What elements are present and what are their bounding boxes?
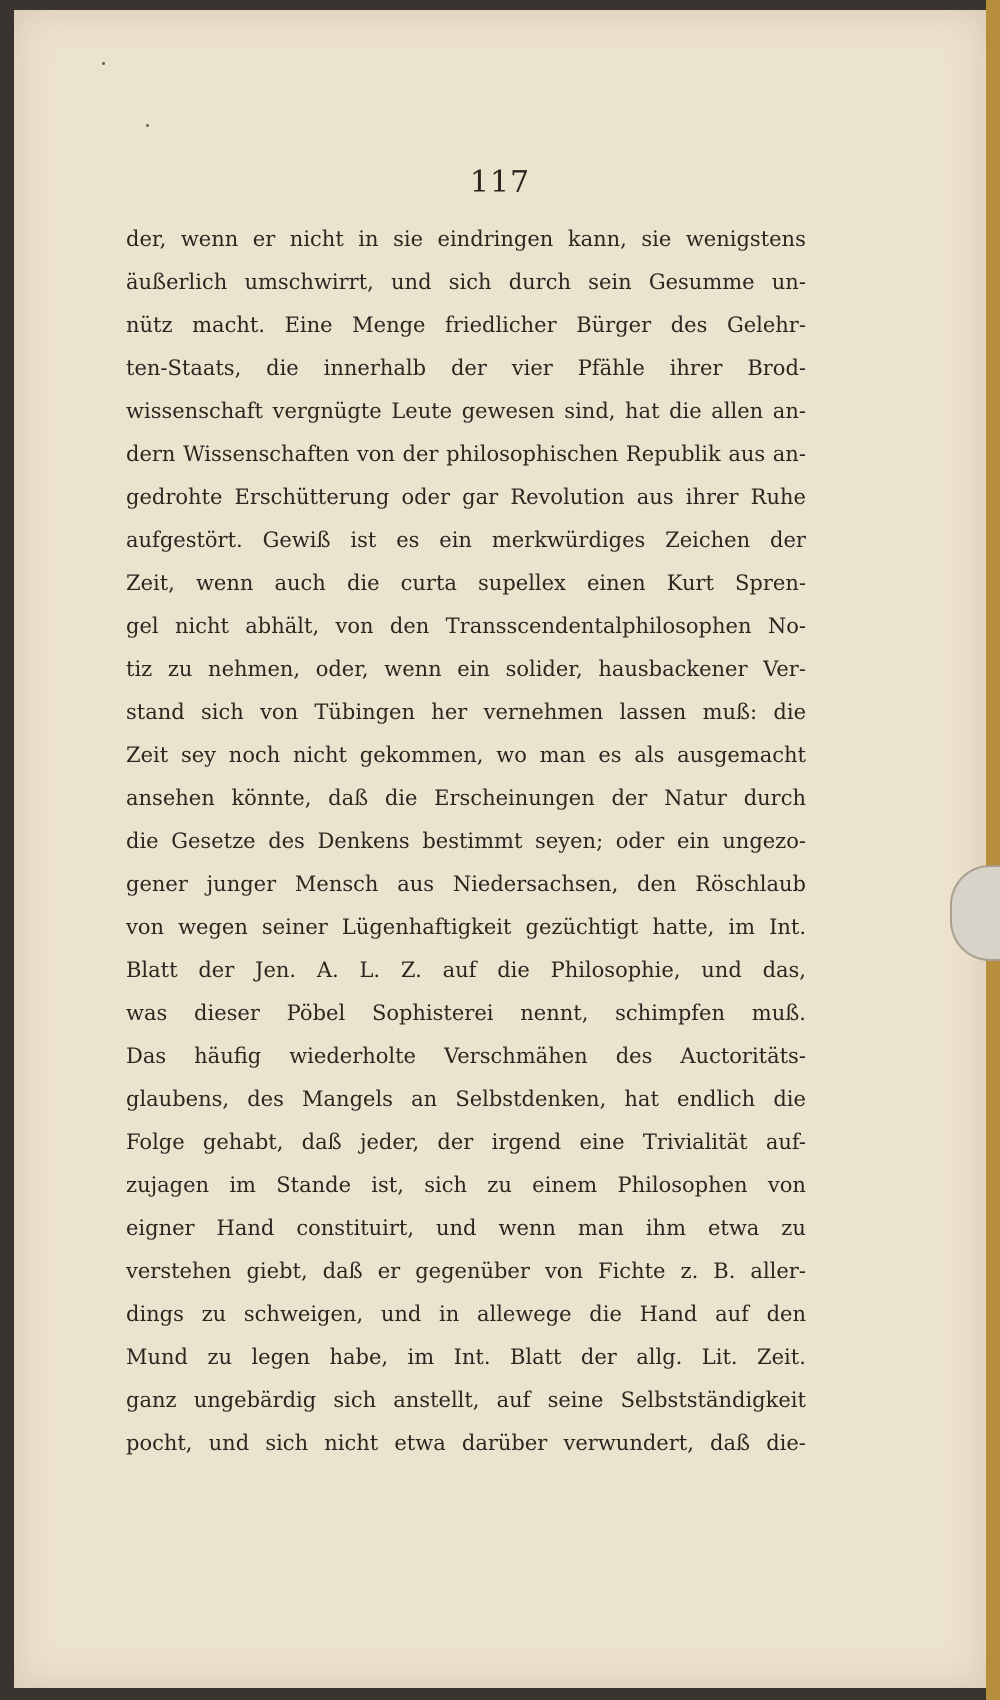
word: curta [400, 571, 457, 595]
word: Transscendentalphilosophen [445, 614, 752, 638]
word: Hand [216, 1216, 275, 1240]
word: verstehen [126, 1259, 232, 1283]
word: im [728, 915, 756, 939]
word: wenn [384, 657, 442, 681]
word: Sophisterei [371, 1001, 494, 1025]
text-line [126, 1035, 806, 1078]
word: gel [126, 614, 159, 638]
word: sich [333, 1388, 377, 1412]
word: sich [448, 270, 492, 294]
word: dings [126, 1302, 184, 1326]
word: er [377, 1259, 401, 1283]
text-line [126, 992, 806, 1035]
word: Erschütterung [234, 485, 390, 509]
word: Auctoritäts- [680, 1044, 806, 1068]
word: ungezo- [722, 829, 806, 853]
word: nicht [174, 614, 229, 638]
word: dern [126, 442, 176, 466]
word: aufgestört. [126, 528, 243, 552]
word: Pöbel [286, 1001, 346, 1025]
word: Blatt [126, 958, 178, 982]
word: pocht, [126, 1431, 193, 1455]
word: oder [401, 485, 451, 509]
word: muß. [751, 1001, 806, 1025]
word: verwundert, [563, 1431, 694, 1455]
word: den [766, 1302, 806, 1326]
word: Blatt [509, 1345, 562, 1369]
word: die [384, 786, 418, 810]
word: un- [771, 270, 806, 294]
word: daß [328, 786, 369, 810]
body-text [126, 218, 806, 1455]
text-line [126, 1207, 806, 1250]
word: zu [167, 657, 193, 681]
text-line [126, 433, 806, 476]
word: Gelehr- [726, 313, 806, 337]
word: Stande [276, 1173, 351, 1197]
page-number: 117 [469, 165, 531, 200]
word: Int. [453, 1345, 491, 1369]
word: giebt, [246, 1259, 308, 1283]
text-line [126, 1078, 806, 1121]
word: wiederholte [289, 1044, 416, 1068]
word: etwa [394, 1431, 446, 1455]
word: die [773, 1087, 806, 1111]
word: gegenüber [415, 1259, 530, 1283]
text-line [126, 648, 806, 691]
word: legen [251, 1345, 311, 1369]
word: innerhalb [323, 356, 427, 380]
word: Selbstdenken, [455, 1087, 607, 1111]
word: Zeit. [757, 1345, 806, 1369]
word: gehabt, [202, 1130, 284, 1154]
word: bestimmt [422, 829, 523, 853]
word: das, [762, 958, 806, 982]
word: wissenschaft [126, 399, 263, 423]
word: ein [457, 657, 490, 681]
word: sie [641, 227, 672, 251]
word: Ruhe [750, 485, 806, 509]
text-line [126, 820, 806, 863]
word: Niedersachsen, [452, 872, 619, 896]
word: Eine [284, 313, 333, 337]
word: Int. [769, 915, 806, 939]
word: ausgemacht [677, 743, 806, 767]
word: seiner [261, 915, 328, 939]
text-line [126, 1250, 806, 1293]
word: von [126, 915, 165, 939]
word: die [669, 399, 702, 423]
word: sich [424, 1173, 467, 1197]
word: Mangels [302, 1087, 393, 1111]
word: zujagen [126, 1173, 210, 1197]
word: eine [579, 1130, 625, 1154]
word: als [634, 743, 665, 767]
word: hausbackener [598, 657, 748, 681]
text-line [126, 519, 806, 562]
word: Folge [126, 1130, 185, 1154]
word: des [670, 313, 708, 337]
word: macht. [192, 313, 265, 337]
gilt-page-edge [986, 0, 1000, 1700]
word: irgend [491, 1130, 562, 1154]
word: der [198, 958, 235, 982]
word: nicht [324, 1431, 379, 1455]
word: Menge [352, 313, 426, 337]
word: wo [496, 743, 527, 767]
word: Gesumme [648, 270, 755, 294]
word: z. [680, 1259, 699, 1283]
word: ungebärdig [193, 1388, 317, 1412]
word: nennt, [520, 1001, 589, 1025]
word: ihrer [685, 485, 739, 509]
word: philosophischen [446, 442, 619, 466]
word: Hand [639, 1302, 698, 1326]
text-line [126, 1121, 806, 1164]
word: auf- [765, 1130, 806, 1154]
word: die- [766, 1431, 806, 1455]
word: wegen [178, 915, 248, 939]
word: wenn [195, 571, 254, 595]
word: aus [728, 442, 766, 466]
word: ansehen [126, 786, 215, 810]
word: friedlicher [445, 313, 557, 337]
word: jeder, [359, 1130, 420, 1154]
word: dieser [194, 1001, 260, 1025]
word: umschwirrt, [244, 270, 374, 294]
word: Denkens [317, 829, 410, 853]
word: nehmen, [208, 657, 301, 681]
text-line [126, 218, 806, 261]
word: Mund [126, 1345, 188, 1369]
word: Das [126, 1044, 167, 1068]
word: die [773, 700, 806, 724]
text-line [126, 863, 806, 906]
word: an- [772, 399, 806, 423]
word: der, [126, 227, 167, 251]
word: in [439, 1302, 460, 1326]
word: zu [201, 1302, 227, 1326]
word: an [411, 1087, 438, 1111]
word: allg. [636, 1345, 683, 1369]
word: Zeit [126, 743, 169, 767]
word: schweigen, [243, 1302, 364, 1326]
word: die [126, 829, 159, 853]
word: her [431, 700, 468, 724]
word: von [544, 1259, 583, 1283]
word: stand [126, 700, 185, 724]
word: ein [439, 528, 472, 552]
word: ten-Staats, [126, 356, 242, 380]
word: auf [715, 1302, 749, 1326]
word: oder, [315, 657, 369, 681]
word: etwa [707, 1216, 760, 1240]
word: im [229, 1173, 256, 1197]
word: und [208, 1431, 250, 1455]
word: Natur [664, 786, 727, 810]
word: der [580, 1345, 617, 1369]
word: die [266, 356, 299, 380]
word: hat [624, 1087, 659, 1111]
word: seyen; [535, 829, 604, 853]
word: darüber [461, 1431, 548, 1455]
word: Zeichen [665, 528, 751, 552]
word: constituirt, [296, 1216, 415, 1240]
word: auf [442, 958, 477, 982]
word: allewege [476, 1302, 572, 1326]
word: gar [462, 485, 499, 509]
word: hat [625, 399, 660, 423]
word: von [260, 700, 299, 724]
word: äußerlich [126, 270, 228, 294]
word: ein [676, 829, 710, 853]
word: Fichte [598, 1259, 666, 1283]
word: und [436, 1216, 477, 1240]
word: nicht [289, 227, 344, 251]
word: von [356, 442, 395, 466]
word: ihrer [669, 356, 723, 380]
word: glaubens, [126, 1087, 230, 1111]
word: es [598, 743, 622, 767]
word: häufig [194, 1044, 262, 1068]
text-line [126, 1293, 806, 1336]
text-line [126, 1379, 806, 1422]
word: den [389, 614, 430, 638]
word: ist [350, 528, 377, 552]
word: er [252, 227, 276, 251]
word: sich [265, 1431, 309, 1455]
word: Bürger [576, 313, 652, 337]
word: L. [359, 958, 381, 982]
word: an- [772, 442, 806, 466]
word: vernehmen [483, 700, 604, 724]
word: Gewiß [262, 528, 331, 552]
word: des [615, 1044, 653, 1068]
word: die [346, 571, 380, 595]
word: Selbstständigkeit [620, 1388, 806, 1412]
word: sein [588, 270, 632, 294]
word: vier [511, 356, 553, 380]
word: Zeit, [126, 571, 175, 595]
word: einen [587, 571, 646, 595]
word: Kurt [666, 571, 714, 595]
word: noch [228, 743, 281, 767]
word: der [770, 528, 806, 552]
word: seine [547, 1388, 604, 1412]
word: aus [397, 872, 435, 896]
word: hatte, [652, 915, 715, 939]
word: die [589, 1302, 622, 1326]
word: zu [487, 1173, 512, 1197]
word: Wissenschaften [183, 442, 350, 466]
word: sind, [564, 399, 616, 423]
word: Gesetze [171, 829, 256, 853]
word: supellex [478, 571, 566, 595]
word: schimpfen [615, 1001, 726, 1025]
word: A. [316, 958, 339, 982]
paper-speck [102, 62, 105, 65]
word: der [611, 786, 648, 810]
word: kann, [567, 227, 627, 251]
word: Röschlaub [695, 872, 806, 896]
word: durch [508, 270, 571, 294]
word: nütz [126, 313, 173, 337]
word: des [247, 1087, 284, 1111]
word: und [701, 958, 742, 982]
word: endlich [677, 1087, 756, 1111]
word: ist, [371, 1173, 404, 1197]
word: Leute [391, 399, 453, 423]
text-line [126, 476, 806, 519]
book-page [14, 10, 986, 1688]
word: sey [180, 743, 217, 767]
text-line [126, 906, 806, 949]
word: zu [207, 1345, 233, 1369]
word: Ver- [763, 657, 806, 681]
word: daß [322, 1259, 363, 1283]
word: lassen [619, 700, 687, 724]
text-line [126, 1336, 806, 1379]
text-line [126, 390, 806, 433]
word: daß [301, 1130, 342, 1154]
word: den [637, 872, 677, 896]
word: eigner [126, 1216, 195, 1240]
word: gedrohte [126, 485, 223, 509]
text-line [126, 562, 806, 605]
text-line [126, 261, 806, 304]
word: Jen. [255, 958, 297, 982]
word: Verschmähen [444, 1044, 588, 1068]
word: solider, [505, 657, 583, 681]
word: des [268, 829, 305, 853]
word: in [358, 227, 379, 251]
word: oder [615, 829, 665, 853]
text-line [126, 949, 806, 992]
word: der [437, 1130, 474, 1154]
word: der [450, 356, 487, 380]
word: junger [206, 872, 277, 896]
word: anstellt, [393, 1388, 480, 1412]
word: die [497, 958, 530, 982]
word: muß: [702, 700, 758, 724]
word: wenigstens [685, 227, 806, 251]
word: es [396, 528, 420, 552]
word: der [402, 442, 439, 466]
word: gekommen, [359, 743, 484, 767]
word: No- [767, 614, 806, 638]
word: Pfähle [577, 356, 645, 380]
text-line [126, 777, 806, 820]
word: Erscheinungen [434, 786, 595, 810]
word: ganz [126, 1388, 177, 1412]
text-line [126, 1422, 806, 1465]
word: Lit. [701, 1345, 738, 1369]
word: habe, [329, 1345, 389, 1369]
word: abhält, [245, 614, 320, 638]
word: im [407, 1345, 435, 1369]
word: vergnügte [272, 399, 382, 423]
word: zu [781, 1216, 806, 1240]
word: könnte, [231, 786, 312, 810]
word: sich [201, 700, 244, 724]
word: Z. [400, 958, 422, 982]
word: wenn [498, 1216, 556, 1240]
word: was [126, 1001, 168, 1025]
word: allen [711, 399, 764, 423]
word: und [391, 270, 432, 294]
word: Mensch [294, 872, 379, 896]
word: von [767, 1173, 806, 1197]
word: auch [274, 571, 326, 595]
word: auf [496, 1388, 531, 1412]
word: man [577, 1216, 624, 1240]
word: Philosophie, [550, 958, 681, 982]
word: eindringen [437, 227, 554, 251]
word: Tübingen [314, 700, 416, 724]
word: aus [636, 485, 674, 509]
text-line [126, 1164, 806, 1207]
word: von [335, 614, 374, 638]
word: Philosophen [617, 1173, 748, 1197]
word: gezüchtigt [525, 915, 639, 939]
word: Trivialität [642, 1130, 748, 1154]
text-line [126, 304, 806, 347]
word: sie [393, 227, 423, 251]
word: gewesen [461, 399, 555, 423]
word: merkwürdiges [491, 528, 646, 552]
word: gener [126, 872, 188, 896]
text-line [126, 734, 806, 777]
word: Spren- [735, 571, 806, 595]
word: nicht [293, 743, 347, 767]
word: Revolution [510, 485, 625, 509]
word: daß [710, 1431, 751, 1455]
word: durch [743, 786, 806, 810]
word: Republik [625, 442, 721, 466]
text-line [126, 605, 806, 648]
word: wenn [180, 227, 239, 251]
word: ihm [645, 1216, 686, 1240]
word: aller- [750, 1259, 806, 1283]
word: Brod- [747, 356, 806, 380]
word: tiz [126, 657, 153, 681]
text-line [126, 691, 806, 734]
word: einem [532, 1173, 598, 1197]
word: Lügenhaftigkeit [341, 915, 512, 939]
word: man [539, 743, 586, 767]
word: B. [713, 1259, 736, 1283]
paper-speck [146, 124, 149, 127]
word: und [380, 1302, 422, 1326]
text-line [126, 347, 806, 390]
